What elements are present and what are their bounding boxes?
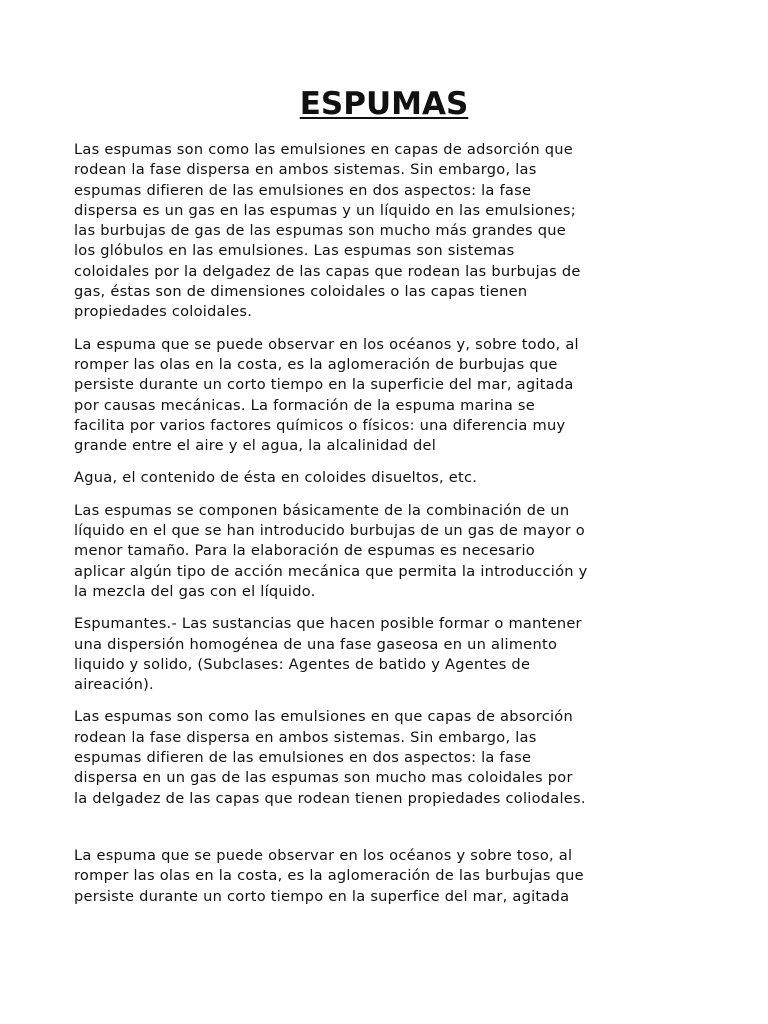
page-title [0,84,768,124]
document-body [74,140,674,919]
paragraph-2: La espuma que se puede observar en los océanos y, sobre todo, al romper las olas en la costa, es la aglomeración de burbujas que persiste durante un corto tiempo en la superficie del mar, agitada por causas mecánicas. La formación de la espuma marina se facilita por varios factores químicos o físicos: una diferencia muy grande entre el aire y el agua, la alcalinidad del [74,335,579,455]
paragraph-4: Las espumas se componen básicamente de la combinación de un líquido en el que se han introducido burbujas de un gas de mayor o menor tamaño. Para la elaboración de espumas es necesario aplicar algún tipo de acción mecánica que permita la introducción y la mezcla del gas con el líquido. [74,501,588,600]
paragraph-6: Las espumas son como las emulsiones en que capas de absorción rodean la fase dispersa en ambos sistemas. Sin embargo, las espumas difieren de las emulsiones en dos aspectos: la fase dispersa en un gas de las espumas son mucho mas coloidales por la delgadez de las capas que rodean tienen propiedades coliodales. [74,708,586,807]
page-title-text: ESPUMAS [299,86,469,122]
paragraph-7: La espuma que se puede observar en los océanos y sobre toso, al romper las olas en la costa, es la aglomeración de las burbujas que persiste durante un corto tiempo en la superfice del mar, agitada [74,846,584,905]
paragraph-3: Agua, el contenido de ésta en coloides disueltos, etc. [74,469,478,487]
paragraph-5: Espumantes.- Las sustancias que hacen posible formar o mantener una dispersión homogénea de una fase gaseosa en un alimento liquido y solido, (Subclases: Agentes de batido y Agentes de aireación). [74,615,582,694]
paragraph-1: Las espumas son como las emulsiones en capas de adsorción que rodean la fase dispersa en ambos sistemas. Sin embargo, las espumas difieren de las emulsiones en dos aspectos: la fase dispersa es un gas en las espumas y un líquido en las emulsiones; las burbujas de gas de las espumas son mucho más grandes que los glóbulos en las emulsiones. Las espumas son sistemas coloidales por la delgadez de las capas que rodean las burbujas de gas, éstas son de dimensiones coloidales o las capas tienen propiedades coloidales. [74,141,581,321]
